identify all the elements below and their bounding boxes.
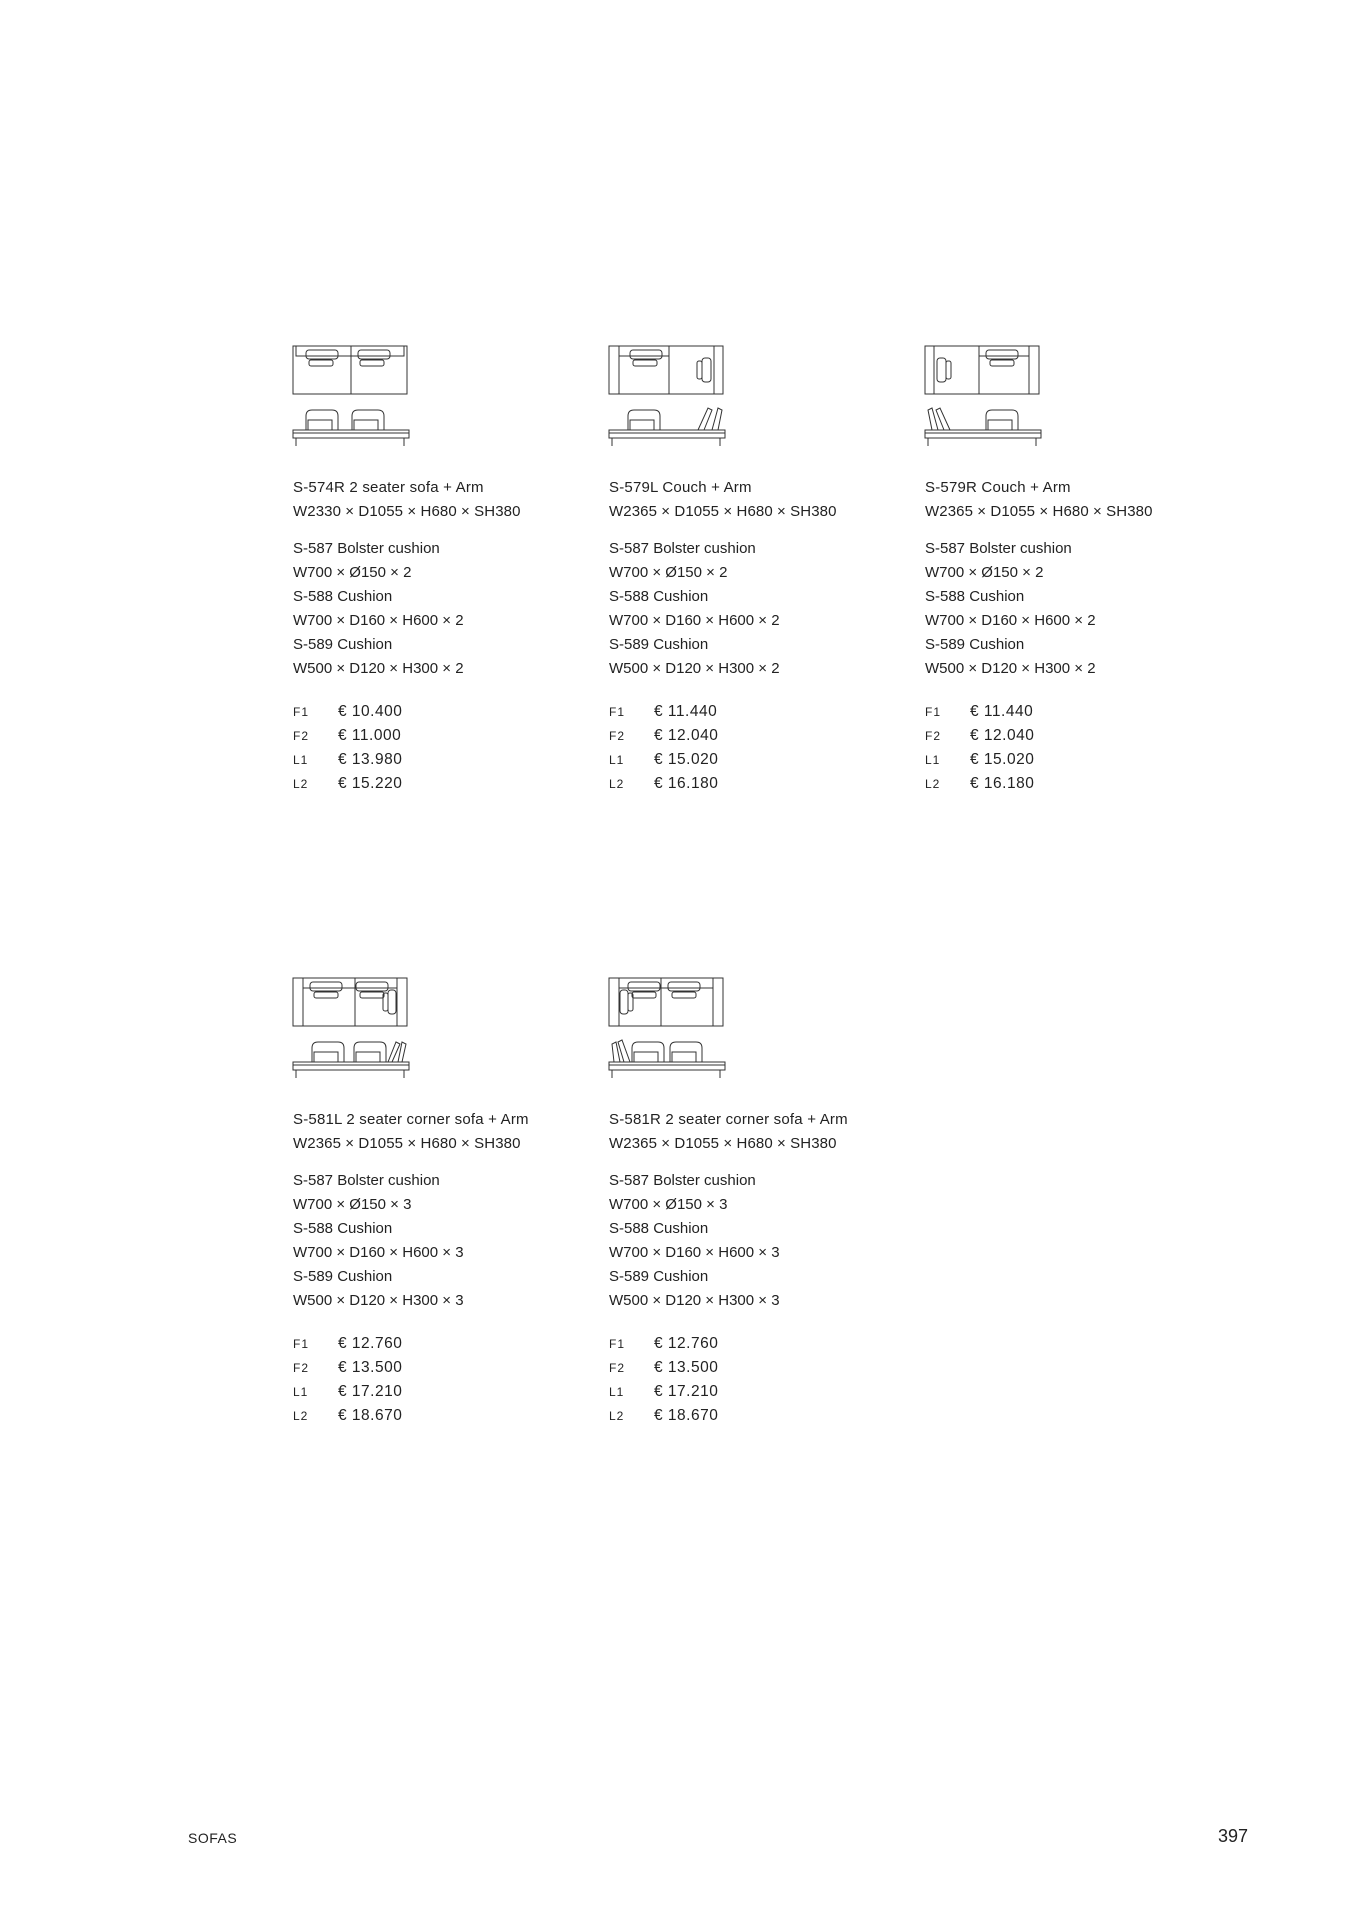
product-s-581r xyxy=(609,976,909,1431)
component-line: S-589 Cushion xyxy=(293,636,393,653)
product-title: S-581L 2 seater corner sofa + Arm xyxy=(293,1111,529,1128)
components-list xyxy=(925,537,1225,681)
price-row xyxy=(609,1383,909,1407)
product-title: S-581R 2 seater corner sofa + Arm xyxy=(609,1111,848,1128)
price-amount: € 17.210 xyxy=(338,1383,403,1400)
price-amount: € 13.500 xyxy=(338,1359,403,1376)
price-list xyxy=(293,703,593,799)
price-row xyxy=(609,751,909,775)
component-line: W700 × Ø150 × 3 xyxy=(293,1196,412,1213)
price-grade: F1 xyxy=(609,1337,626,1351)
price-row xyxy=(925,775,1225,799)
page-number: 397 xyxy=(1217,1826,1248,1846)
price-row xyxy=(609,727,909,751)
product-s-574r xyxy=(293,344,593,799)
price-amount: € 11.440 xyxy=(970,703,1034,720)
product-title: S-579L Couch + Arm xyxy=(609,479,752,496)
component-line: W700 × Ø150 × 3 xyxy=(609,1196,728,1213)
component-line: W500 × D120 × H300 × 3 xyxy=(609,1292,780,1309)
price-grade: L1 xyxy=(609,753,625,767)
component-line: S-587 Bolster cushion xyxy=(925,540,1072,557)
price-amount: € 16.180 xyxy=(970,775,1035,792)
price-list xyxy=(293,1335,593,1431)
price-grade: F1 xyxy=(293,1337,310,1351)
component-line: S-589 Cushion xyxy=(609,1268,709,1285)
component-line: S-589 Cushion xyxy=(293,1268,393,1285)
component-line: W700 × Ø150 × 2 xyxy=(293,564,412,581)
product-dimensions: W2365 × D1055 × H680 × SH380 xyxy=(609,503,837,520)
couch-top-view-icon xyxy=(608,344,728,396)
price-grade: L2 xyxy=(609,777,625,791)
price-amount: € 11.000 xyxy=(338,727,402,744)
price-grade: L1 xyxy=(293,753,309,767)
couch-front-view-icon xyxy=(924,402,1044,454)
price-amount: € 12.040 xyxy=(970,727,1035,744)
price-grade: L1 xyxy=(609,1385,625,1399)
price-grade: F1 xyxy=(609,705,626,719)
component-line: S-588 Cushion xyxy=(293,588,393,605)
component-line: W500 × D120 × H300 × 2 xyxy=(293,660,464,677)
price-amount: € 15.020 xyxy=(654,751,719,768)
component-line: W500 × D120 × H300 × 2 xyxy=(925,660,1096,677)
price-amount: € 15.020 xyxy=(970,751,1035,768)
component-line: W500 × D120 × H300 × 3 xyxy=(293,1292,464,1309)
product-s-579l xyxy=(609,344,909,799)
price-row xyxy=(293,1383,593,1407)
footer-section-label: SOFAS xyxy=(188,1830,238,1846)
corner-sofa-front-view-icon xyxy=(292,1034,412,1086)
price-grade: F2 xyxy=(293,1361,310,1375)
price-row xyxy=(293,1335,593,1359)
price-list xyxy=(609,703,909,799)
components-list xyxy=(293,1169,593,1313)
price-amount: € 12.040 xyxy=(654,727,719,744)
product-dimensions: W2365 × D1055 × H680 × SH380 xyxy=(293,1135,521,1152)
component-line: W700 × D160 × H600 × 2 xyxy=(293,612,464,629)
component-line: W700 × D160 × H600 × 3 xyxy=(609,1244,780,1261)
price-grade: F2 xyxy=(609,729,626,743)
corner-sofa-top-view-icon xyxy=(292,976,412,1028)
couch-front-view-icon xyxy=(608,402,728,454)
product-title: S-579R Couch + Arm xyxy=(925,479,1071,496)
product-dimensions: W2365 × D1055 × H680 × SH380 xyxy=(609,1135,837,1152)
sofa-drawing xyxy=(608,976,728,1086)
price-amount: € 12.760 xyxy=(338,1335,403,1352)
price-row xyxy=(609,1359,909,1383)
price-row xyxy=(609,775,909,799)
component-line: W700 × D160 × H600 × 2 xyxy=(609,612,780,629)
price-grade: F1 xyxy=(293,705,310,719)
price-grade: F2 xyxy=(609,1361,626,1375)
component-line: W700 × Ø150 × 2 xyxy=(609,564,728,581)
price-amount: € 16.180 xyxy=(654,775,719,792)
sofa-drawing xyxy=(924,344,1044,454)
price-amount: € 13.500 xyxy=(654,1359,719,1376)
product-title: S-574R 2 seater sofa + Arm xyxy=(293,479,484,496)
component-line: S-587 Bolster cushion xyxy=(609,1172,756,1189)
price-amount: € 18.670 xyxy=(338,1407,403,1424)
price-list xyxy=(609,1335,909,1431)
price-row xyxy=(293,751,593,775)
component-line: S-588 Cushion xyxy=(609,1220,709,1237)
component-line: S-587 Bolster cushion xyxy=(609,540,756,557)
component-line: W700 × Ø150 × 2 xyxy=(925,564,1044,581)
sofa-drawing xyxy=(608,344,728,454)
component-line: S-589 Cushion xyxy=(609,636,709,653)
product-dimensions: W2330 × D1055 × H680 × SH380 xyxy=(293,503,521,520)
price-amount: € 18.670 xyxy=(654,1407,719,1424)
component-line: W700 × D160 × H600 × 2 xyxy=(925,612,1096,629)
product-s-579r xyxy=(925,344,1225,799)
price-grade: F2 xyxy=(925,729,942,743)
price-row xyxy=(609,1335,909,1359)
price-grade: L1 xyxy=(925,753,941,767)
sofa-top-view-icon xyxy=(292,344,412,396)
price-amount: € 10.400 xyxy=(338,703,403,720)
component-line: S-587 Bolster cushion xyxy=(293,540,440,557)
price-row xyxy=(293,703,593,727)
price-row xyxy=(925,727,1225,751)
price-row xyxy=(609,1407,909,1431)
price-amount: € 17.210 xyxy=(654,1383,719,1400)
price-row xyxy=(609,703,909,727)
price-grade: F2 xyxy=(293,729,310,743)
price-grade: L2 xyxy=(925,777,941,791)
component-line: S-588 Cushion xyxy=(293,1220,393,1237)
price-row xyxy=(293,727,593,751)
price-amount: € 15.220 xyxy=(338,775,403,792)
component-line: W500 × D120 × H300 × 2 xyxy=(609,660,780,677)
price-row xyxy=(293,1407,593,1431)
component-line: S-588 Cushion xyxy=(925,588,1025,605)
sofa-front-view-icon xyxy=(292,402,412,454)
price-grade: F1 xyxy=(925,705,942,719)
component-line: W700 × D160 × H600 × 3 xyxy=(293,1244,464,1261)
sofa-drawing xyxy=(292,344,412,454)
product-s-581l xyxy=(293,976,593,1431)
price-grade: L2 xyxy=(293,777,309,791)
product-dimensions: W2365 × D1055 × H680 × SH380 xyxy=(925,503,1153,520)
couch-top-view-icon xyxy=(924,344,1044,396)
price-row xyxy=(293,775,593,799)
components-list xyxy=(609,537,909,681)
price-grade: L1 xyxy=(293,1385,309,1399)
price-row xyxy=(925,703,1225,727)
price-amount: € 11.440 xyxy=(654,703,718,720)
component-line: S-588 Cushion xyxy=(609,588,709,605)
price-row xyxy=(293,1359,593,1383)
price-amount: € 12.760 xyxy=(654,1335,719,1352)
price-grade: L2 xyxy=(293,1409,309,1423)
price-row xyxy=(925,751,1225,775)
price-amount: € 13.980 xyxy=(338,751,403,768)
component-line: S-589 Cushion xyxy=(925,636,1025,653)
corner-sofa-front-view-icon xyxy=(608,1034,728,1086)
corner-sofa-top-view-icon xyxy=(608,976,728,1028)
components-list xyxy=(293,537,593,681)
component-line: S-587 Bolster cushion xyxy=(293,1172,440,1189)
price-grade: L2 xyxy=(609,1409,625,1423)
sofa-drawing xyxy=(292,976,412,1086)
price-list xyxy=(925,703,1225,799)
components-list xyxy=(609,1169,909,1313)
